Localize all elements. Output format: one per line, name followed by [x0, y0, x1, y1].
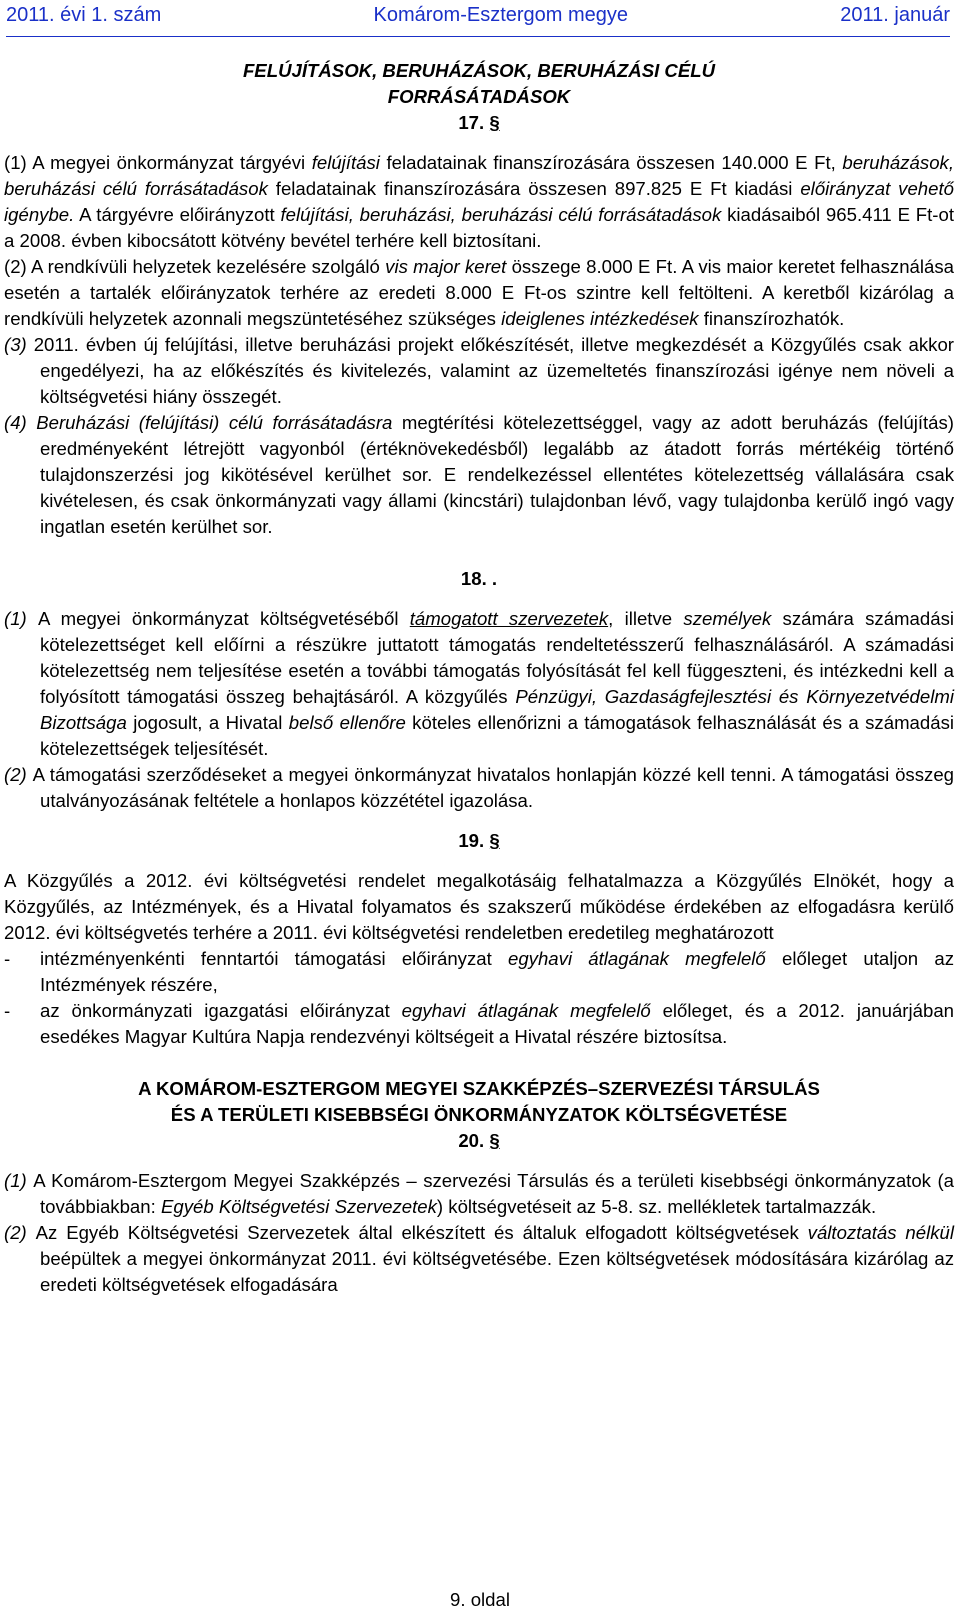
sec20-para2: (2) Az Egyéb Költségvetési Szervezetek által elkészített és általuk elfogadott költségvetések változtatás nélkül beépültek a megyei önkormányzat 2011. évi költségvetésébe. Ezen költségvetések módosítására kizárólag az eredeti költségvetések elfogadására [4, 1222, 954, 1295]
sec18-heading [4, 566, 954, 592]
sec19-number: 19. [458, 830, 485, 851]
sec19-intro: A Közgyűlés a 2012. évi költségvetési rendelet megalkotásáig felhatalmazza a Közgyűlés Elnökét, hogy a Közgyűlés, az Intézmények, és a Hivatal folyamatos és szakszerű működése érdekében az elfogadásra kerülő 2012. évi költségvetés terhére a 2011. évi költségvetési rendeletben eredetileg meghatározott [4, 870, 954, 943]
sec18-number: 18. [460, 568, 487, 589]
section-sign: § [489, 112, 500, 133]
sec20-para1: (1) A Komárom-Esztergom Megyei Szakképzés – szervezési Társulás és a területi kisebbségi önkormányzatok (a továbbiakban: Egyéb Költségvetési Szervezetek) költségvetéseit az 5-8. sz. mellékletek tartalmazzák. [4, 1170, 954, 1217]
sec17-heading [4, 110, 954, 136]
sec19-bullet2: - az önkormányzati igazgatási előirányzat egyhavi átlagának megfelelő előleget, és a 2012. januárjában esedékes Magyar Kultúra Napja rendezvényi költségeit a Hivatal részére biztosítsa. [4, 1000, 954, 1047]
sec17-para3: (3) 2011. évben új felújítási, illetve beruházási projekt előkészítését, illetve megkezdését a Közgyűlés csak akkor engedélyezi, ha az előkészítés és kivitelezés, valamint az üzemeltetés finanszírozási igénye nem növeli a költségvetési hiány összegét. [4, 334, 954, 407]
sec17-para4: (4) Beruházási (felújítási) célú forrásátadásra megtérítési kötelezettséggel, vagy az adott beruházás (felújítás) eredményeként létrejött vagyonból (értéknövekedésből) legalább az átadott forrás mértékéig történő tulajdonszerzési jog kikötésével kerülhet sor. E rendelkezéssel ellentétes kötelezettség vállalására csak kivételesen, és csak önkormányzati vagy állami (kincstári) tulajdonban lévő, vagy tulajdonba kerülő ingó vagy ingatlan esetén kerülhet sor. [4, 412, 954, 537]
header-rule [6, 36, 950, 37]
page-header [6, 4, 950, 32]
sec20-title-line2: ÉS A TERÜLETI KISEBBSÉGI ÖNKORMÁNYZATOK KÖLTSÉGVETÉSE [170, 1104, 788, 1125]
header-county: Komárom-Esztergom megye [373, 4, 629, 26]
sec18-para1: (1) A megyei önkormányzat költségvetéséből támogatott szervezetek, illetve személyek számára számadási kötelezettséget kell előírni a részükre juttatott támogatás rendeltetésszerű felhasználásáról. A számadási kötelezettség nem teljesítése esetén a további támogatás folyósítását fel kell függeszteni, és intézkedni kell a folyósított támogatási összeg behajtásáról. A közgyűlés Pénzügyi, Gazdaságfejlesztési és Környezetvédelmi Bizottsága jogosult, a Hivatal belső ellenőre köteles ellenőrizni a támogatások felhasználását és a számadási kötelezettségek teljesítését. [4, 608, 955, 759]
sec18-dot: . [491, 568, 498, 589]
section-sign: § [489, 1130, 500, 1151]
page-number: 9. oldal [450, 1589, 510, 1610]
sec18-para2: (2) A támogatási szerződéseket a megyei önkormányzat hivatalos honlapján közzé kell tenni. A támogatási összeg utalványozásának feltétele a honlapos közzététel igazolása. [4, 764, 955, 811]
document-body [4, 58, 954, 1298]
header-issue: 2011. évi 1. szám [6, 4, 162, 26]
sec17-para1: (1) A megyei önkormányzat tárgyévi felújítási feladatainak finanszírozására összesen 140.000 E Ft, beruházások, beruházási célú forrásátadások feladatainak finanszírozására összesen 897.825 E Ft kiadási előirányzat vehető igénybe. A tárgyévre előirányzott felújítási, beruházási, beruházási célú forrásátadások kiadásaiból 965.411 E Ft-ot a 2008. évben kibocsátott kötvény bevétel terhére kell biztosítani. [4, 152, 954, 251]
sec20-title-line1: A KOMÁROM-ESZTERGOM MEGYEI SZAKKÉPZÉS–SZERVEZÉSI TÁRSULÁS [138, 1078, 820, 1099]
sec17-para2: (2) A rendkívüli helyzetek kezelésére szolgáló vis major keret összege 8.000 E Ft. A vis maior keretet felhasználása esetén a tartalék előirányzatok terhére az eredeti 8.000 E Ft-os szintre kell feltölteni. A keretből kizárólag a rendkívüli helyzetek azonnali megszüntetéséhez szükséges ideiglenes intézkedések finanszírozhatók. [4, 256, 954, 329]
sec17-number: 17. [458, 112, 485, 133]
sec20-heading [4, 1128, 954, 1154]
sec17-title-line2: FORRÁSÁTADÁSOK [387, 86, 571, 107]
sec19-heading [4, 828, 954, 854]
sec19-bullet1: - intézményenkénti fenntartói támogatási előirányzat egyhavi átlagának megfelelő előleget utaljon az Intézmények részére, [4, 948, 955, 995]
section-sign: § [489, 830, 500, 851]
header-date: 2011. január [840, 4, 950, 26]
sec20-number: 20. [458, 1130, 485, 1151]
sec17-title-line1: FELÚJÍTÁSOK, BERUHÁZÁSOK, BERUHÁZÁSI CÉLÚ [242, 60, 716, 81]
